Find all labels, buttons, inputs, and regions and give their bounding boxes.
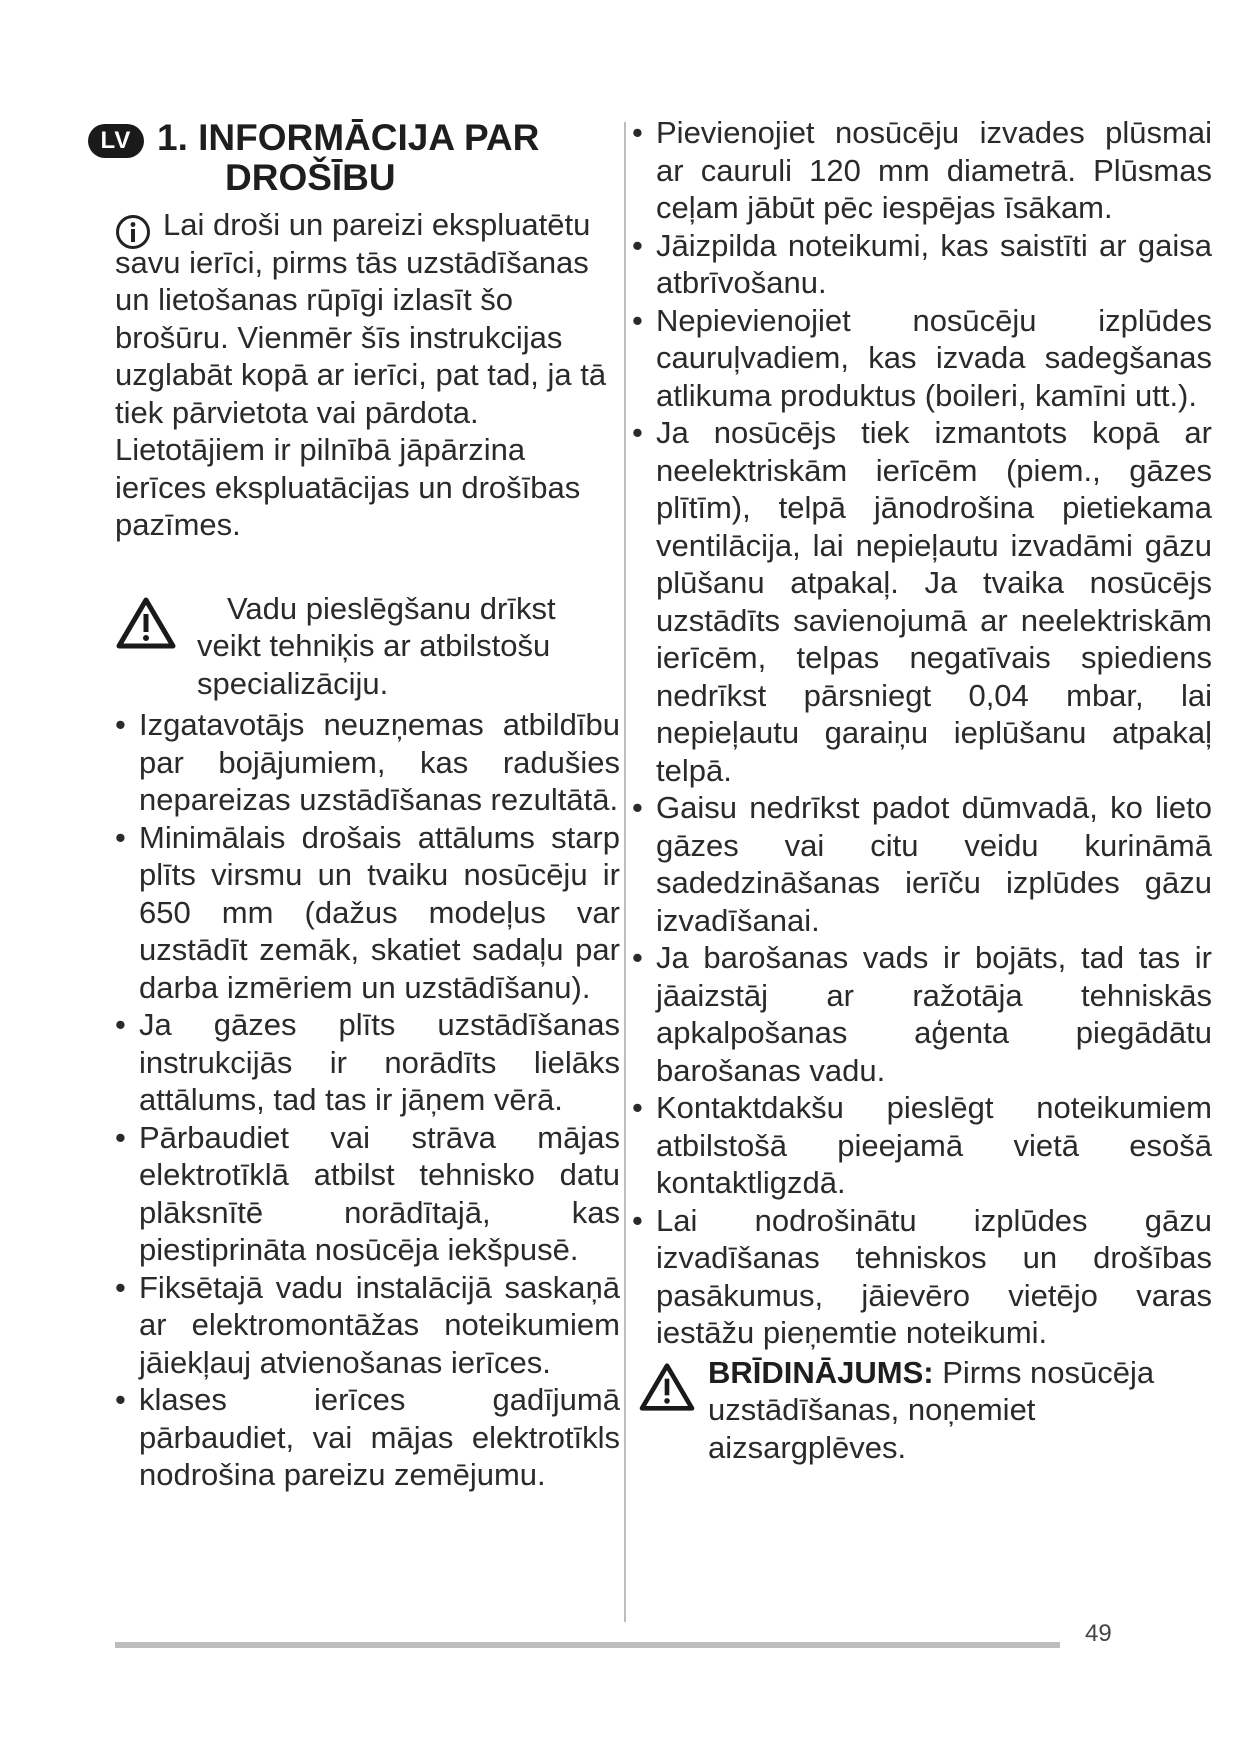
- list-item: • Lai nodrošinātu izplūdes gāzu izvadīšanas tehniskos un drošības pasākumus, jāievēro vietējo varas iestāžu pieņemtie noteikumi.: [632, 1202, 1212, 1352]
- intro-paragraph: [115, 206, 620, 544]
- heading-line-1: 1. INFORMĀCIJA PAR: [157, 117, 540, 158]
- warning-triangle-icon: [115, 596, 177, 650]
- warning-triangle-icon: [638, 1362, 696, 1412]
- final-warning: [632, 1354, 1212, 1467]
- language-badge: LV: [88, 124, 144, 158]
- list-item: • Jāizpilda noteikumi, kas saistīti ar gaisa atbrīvošanu.: [632, 227, 1212, 302]
- left-column: [100, 117, 620, 1494]
- list-item: • Gaisu nedrīkst padot dūmvadā, ko lieto gāzes vai citu veidu kurināmā sadedzināšanas ierīču izplūdes gāzu izvadīšanai.: [632, 789, 1212, 939]
- left-bullet-list: [115, 706, 620, 1494]
- list-item: • Fiksētajā vadu instalācijā saskaņā ar elektromontāžas noteikumiem jāiekļauj atvienošanas ierīces.: [115, 1269, 620, 1382]
- list-item: • Pievienojiet nosūcēju izvades plūsmai ar cauruli 120 mm diametrā. Plūsmas ceļam jābūt pēc iespējas īsākam.: [632, 114, 1212, 227]
- right-bullet-list: [632, 114, 1212, 1352]
- wiring-warning: [115, 590, 620, 703]
- column-divider: [624, 122, 626, 1622]
- final-warning-text: Pirms nosūcēja uzstādīšanas, noņemiet aizsargplēves.: [708, 1354, 1155, 1465]
- section-heading: [100, 117, 620, 198]
- intro-text: Lai droši un pareizi ekspluatētu savu ierīci, pirms tās uzstādīšanas un lietošanas rūpīgi izlasīt šo brošūru. Vienmēr šīs instrukcijas uzglabāt kopā ar ierīci, pat tad, ja tā tiek pārvietota vai pārdota. Lietotājiem ir pilnībā jāpārzina ierīces ekspluatācijas un drošības pazīmes.: [115, 207, 607, 542]
- footer-rule: [115, 1642, 1060, 1648]
- list-item: • Ja nosūcējs tiek izmantots kopā ar neelektriskām ierīcēm (piem., gāzes plītīm), telpā jānodrošina pietiekama ventilācija, lai nepieļautu izvadāmi gāzu plūšanu atpakaļ. Ja tvaika nosūcējs uzstādīts savienojumā ar neelektriskām ierīcēm, telpas negatīvais spiediens nedrīkst pārsniegt 0,04 mbar, lai nepieļautu garaiņu ieplūšanu atpakaļ telpā.: [632, 414, 1212, 789]
- list-item: • Ja gāzes plīts uzstādīšanas instrukcijās ir norādīts lielāks attālums, tad tas ir jāņem vērā.: [115, 1006, 620, 1119]
- list-item: • Ja barošanas vads ir bojāts, tad tas ir jāaizstāj ar ražotāja tehniskās apkalpošanas aģenta piegādātu barošanas vadu.: [632, 939, 1212, 1089]
- heading-line-2: DROŠĪBU: [225, 157, 396, 198]
- page-number: 49: [1085, 1620, 1112, 1647]
- list-item: • Pārbaudiet vai strāva mājas elektrotīklā atbilst tehnisko datu plāksnītē norādītajā, kas piestiprināta nosūcēja iekšpusē.: [115, 1119, 620, 1269]
- list-item: • klases ierīces gadījumā pārbaudiet, vai mājas elektrotīkls nodrošina pareizu zemējumu.: [115, 1381, 620, 1494]
- info-icon: [115, 214, 151, 250]
- list-item: • Izgatavotājs neuzņemas atbildību par bojājumiem, kas radušies nepareizas uzstādīšanas rezultātā.: [115, 706, 620, 819]
- wiring-warning-text: Vadu pieslēgšanu drīkst veikt tehniķis ar atbilstošu specializāciju.: [197, 590, 556, 701]
- right-column: [632, 114, 1212, 1466]
- list-item: • Kontaktdakšu pieslēgt noteikumiem atbilstošā pieejamā vietā esošā kontaktligzdā.: [632, 1089, 1212, 1202]
- list-item: • Nepievienojiet nosūcēju izplūdes cauruļvadiem, kas izvada sadegšanas atlikuma produktus (boileri, kamīni utt.).: [632, 302, 1212, 415]
- list-item: • Minimālais drošais attālums starp plīts virsmu un tvaiku nosūcēju ir 650 mm (dažus modeļus var uzstādīt zemāk, skatiet sadaļu par darba izmēriem un uzstādīšanu).: [115, 819, 620, 1007]
- warning-label: BRĪDINĀJUMS:: [708, 1354, 934, 1390]
